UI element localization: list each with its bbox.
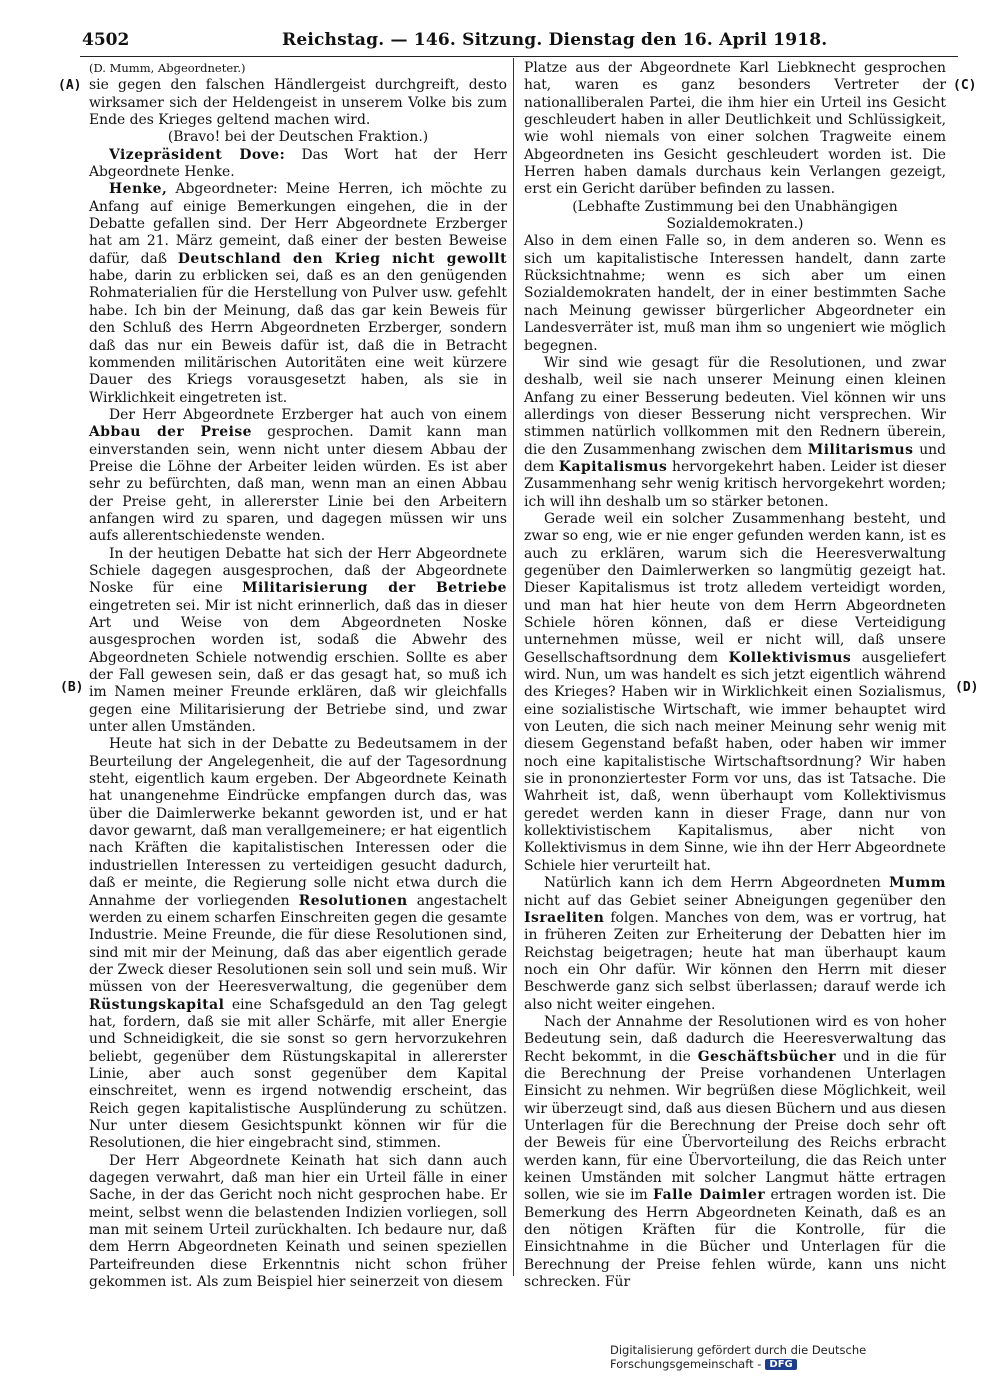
emphasis: Falle Daimler <box>653 1187 766 1204</box>
header-rule <box>80 56 958 57</box>
paragraph: Platze aus der Abgeordnete Karl Liebknecht gesprochen hat, waren es ganz besonders Vertreter der nationalliberalen Partei, die ihm hier ein Urteil ins Gesicht geschleudert haben in aller Deutlichkeit und Schlüssigkeit, wie wohl niemals von einer solchen Tragweite einem Abgeordneten ins Gesicht geschleudert worden ist. Die Herren haben damals durchaus kein Verlangen gezeigt, erst ein Gericht darüber befinden zu lassen. <box>524 60 946 198</box>
speaker-tag: (D. Mumm, Abgeordneter.) <box>89 61 246 75</box>
left-column <box>89 60 508 1291</box>
applause-note: (Bravo! bei der Deutschen Fraktion.) <box>167 129 429 146</box>
paragraph: Nach der Annahme der Resolutionen wird es von hoher Bedeutung sein, daß dadurch die Heeresverwaltung das Recht bekommt, in die Geschäftsbücher und in die für die Berechnung der Preise vorhandenen Unterlagen Einsicht zu nehmen. Wir begrüßen diese Möglichkeit, weil wir überzeugt sind, daß aus diesen Büchern und aus diesen Unterlagen für die Berechnung der Preise doch sehr oft der Beweis für eine Übervorteilung des Reichs erbracht werden kann, für eine Übervorteilung, die das Reich unter keinen Umständen mit solcher Langmut hätte ertragen sollen, wie sie im Falle Daimler ertragen worden ist. Die Bemerkung des Herrn Abgeordneten Keinath, daß es an den nötigen Kräften für die Kontrolle, für die Einsichtnahme in die Bücher und Unterlagen für die Berechnung der Preise fehlen würde, kann uns nicht schrecken. Für <box>524 1013 947 1291</box>
dfg-logo: DFG <box>765 1359 796 1370</box>
emphasis: Militarisierung der Betriebe <box>242 580 507 597</box>
paragraph: Natürlich kann ich dem Herrn Abgeordneten Mumm nicht auf das Gebiet seiner Abneigungen gegenüber den Israeliten folgen. Manches von dem, was er vortrug, hat in früheren Zeiten zur Erheiterung der Debatten hier im Reichstag beigetragen; heute hat man überhaupt kaum noch ein Ohr dafür. Wir können den Herrn mit dieser Beschwerde ganz sich selbst überlassen; darauf werde ich also nicht weiter eingehen. <box>524 875 946 1013</box>
margin-mark-a: (A) <box>58 78 82 93</box>
applause-note: (Lebhafte Zustimmung bei den Unabhängigen Sozialdemokraten.) <box>572 198 898 233</box>
emphasis: Abbau der Preise <box>89 424 253 441</box>
paragraph: In der heutigen Debatte hat sich der Herr Abgeordnete Schiele dagegen ausgesprochen, daß der Abgeordnete Noske für eine Militarisierung der Betriebe eingetreten sei. Mir ist nicht erinnerlich, daß das in dieser Art und Weise von dem Abgeordneten Noske ausgesprochen worden ist, sodaß die Abwehr des Abgeordneten Schiele notwendig erschien. Sollte es aber der Fall gewesen sein, daß er das gesagt hat, so muß ich im Namen meiner Freunde erklären, daß wir gleichfalls gegen eine Militarisierung der Betriebe sind, und zwar unter allen Umständen. <box>89 545 507 736</box>
right-column <box>524 60 947 1291</box>
paragraph: Also in dem einen Falle so, in dem anderen so. Wenn es sich um kapitalistische Interessen handelt, dann zarte Rücksichtnahme; wenn es sich aber um einen Sozialdemokraten handelt, der in einer bestimmten Sache nach Meinung gewisser bürgerlicher Abgeordneter ein Landesverräter ist, muß man ihm so ungeniert wie möglich begegnen. <box>524 233 946 354</box>
paragraph: Der Herr Abgeordnete Keinath hat sich dann auch dagegen verwahrt, daß man hier ein Urteil fälle in einer Sache, in der das Gericht noch nicht gesprochen habe. Er meint, selbst wenn die belastenden Indizien vorliegen, soll man mit seinem Urteil zurückhalten. Ich bedaure nur, daß dem Herrn Abgeordneten Keinath und seinen speziellen Parteifreunden diese Erkenntnis nicht schon früher gekommen ist. Als zum Beispiel hier seinerzeit von diesem <box>89 1152 507 1291</box>
paragraph: Der Herr Abgeordnete Erzberger hat auch von einem Abbau der Preise gesprochen. Damit kann man einverstanden sein, wenn nicht unter diesem Abbau der Preise die Löhne der Arbeiter leiden würden. Es ist aber sehr zu befürchten, daß man, wenn man an einen Abbau der Preise geht, in allererster Linie bei den Arbeitern anfangen wird zu sparen, und dagegen müssen wir uns aufs allerentschiedenste wenden. <box>89 406 507 545</box>
emphasis: Mumm <box>889 875 946 892</box>
footer-credit <box>610 1343 990 1371</box>
column-divider <box>513 58 514 1276</box>
page-header <box>82 28 962 54</box>
margin-mark-d: (D) <box>955 680 979 695</box>
paragraph: Henke, Abgeordneter: Meine Herren, ich möchte zu Anfang auf einige Bemerkungen eingehen, die in der Debatte gefallen sind. Der Herr Abgeordnete Erzberger hat am 21. März gemeint, daß einer der besten Beweise dafür, daß Deutschland den Krieg nicht gewollt habe, darin zu erblicken sei, daß es an den genügenden Rohmaterialien für die Herstellung von Pulver usw. gefehlt habe. Ich bin der Meinung, daß das gar kein Beweis für den Schluß des Herrn Abgeordneten Erzberger, sondern daß das nur ein Beweis dafür ist, daß die in Betracht kommenden militärischen Autoritäten eine weit kürzere Dauer des Kriegs vorausgesetzt haben, als sie in Wirklichkeit eingetreten ist. <box>89 181 508 406</box>
emphasis: Militarismus <box>807 441 914 458</box>
paragraph: Heute hat sich in der Debatte zu Bedeutsamem in der Beurteilung der Angelegenheit, die auf der Tagesordnung steht, eigentlich kaum ergeben. Der Abgeordnete Keinath hat unangenehme Eindrücke empfangen durch das, was über die Daimlerwerke bekannt geworden ist, und er hat davor gewarnt, daß man verallgemeinere; er hat eigentlich nach Kräften die kapitalistischen Interessen oder die industriellen Interessen zu verteidigen gesucht dadurch, daß er meinte, die Regierung solle nicht etwa durch die Annahme der vorliegenden Resolutionen angestachelt werden zu einem scharfen Einschreiten gegen die gesamte Industrie. Meine Freunde, die für diese Resolutionen sind, sind mit mir der Meinung, daß das aber eigentlich gerade der Zweck dieser Resolutionen sein soll und sein muß. Wir müssen von der Heeresverwaltung, die gegenüber dem Rüstungskapital eine Schafsgeduld an den Tag gelegt hat, fordern, daß sie mit aller Schärfe, mit aller Energie und Schneidigkeit, die sie sonst so gern hervorzukehren beliebt, gegenüber dem Rüstungskapital in allererster Linie, aber auch sonst gegenüber dem Kapital einschreitet, wenn es irgend notwendig erscheint, das Reich gegen kapitalistische Ausplünderung zu schützen. Nur unter diesem Gesichtspunkt können wir für die Resolutionen, die hier eingebracht sind, stimmen. <box>89 736 508 1152</box>
emphasis: Kapitalismus <box>558 458 668 475</box>
speaker-name: Vizepräsident Dove: <box>109 146 286 163</box>
emphasis: Kollektivismus <box>728 649 852 666</box>
page-number: 4502 <box>82 30 130 50</box>
paragraph: sie gegen den falschen Händlergeist durchgreift, desto wirksamer sich der Heldengeist in unserem Volke bis zum Ende des Krieges geltend machen wird. <box>89 77 507 129</box>
paragraph: Gerade weil ein solcher Zusammenhang besteht, und zwar so eng, wie er nie enger gefunden werden kann, ist es auch zu erklären, warum sich die Heeresverwaltung gegenüber den Daimlerwerken so langmütig gezeigt hat. Dieser Kapitalismus ist trotz alledem verteidigt worden, und man hat hier heute von dem Herrn Abgeordneten Schiele hören können, daß er diese Verteidigung unternehmen müsse, weil er nicht will, daß unsere Gesellschaftsordnung dem Kollektivismus ausgeliefert wird. Nun, um was handelt es sich jetzt eigentlich während des Krieges? Haben wir in Wirklichkeit einen Sozialismus, eine sozialistische Wirtschaft, wie immer behauptet wird von Leuten, die sich nach meiner Meinung sehr wenig mit diesem Gegenstand befaßt haben, oder haben wir immer noch eine kapitalistische Wirtschaftsordnung? Wir haben sie in prononziertester Form vor uns, das ist Tatsache. Die Wahrheit ist, daß, wenn überhaupt vom Kollektivismus geredet werden kann in dieser Frage, dann nur von kollektivistischem Kapitalismus, aber nicht von Kollektivismus in dem Sinne, wie ihn der Herr Abgeordnete Schiele hier verurteilt hat. <box>524 510 946 874</box>
speaker-name: Henke, <box>109 181 168 198</box>
margin-mark-c: (C) <box>953 78 977 93</box>
emphasis: Resolutionen <box>298 892 408 909</box>
emphasis: Rüstungskapital <box>89 996 225 1013</box>
paragraph: Wir sind wie gesagt für die Resolutionen, und zwar deshalb, weil sie nach unserer Meinung einen kleinen Anfang zu einer Besserung bedeuten. Viel können wir uns allerdings von dieser Besserung nicht versprechen. Wir stimmen natürlich vollkommen mit den Rednern überein, die den Zusammenhang zwischen dem Militarismus und dem Kapitalismus hervorgekehrt haben. Leider ist dieser Zusammenhang sehr wenig kritisch hervorgekehrt worden; ich will ihn deshalb um so stärker betonen. <box>524 354 947 510</box>
running-title: Reichstag. — 146. Sitzung. Dienstag den 16. April 1918. <box>282 30 828 50</box>
margin-mark-b: (B) <box>60 680 84 695</box>
emphasis: Deutschland den Krieg nicht gewollt <box>177 250 507 267</box>
footer-text: Digitalisierung gefördert durch die Deutsche Forschungsgemeinschaft - <box>610 1343 867 1371</box>
emphasis: Geschäftsbücher <box>697 1048 837 1065</box>
emphasis: Israeliten <box>524 909 605 926</box>
paragraph: Vizepräsident Dove: Das Wort hat der Herr Abgeordnete Henke. <box>89 146 508 181</box>
